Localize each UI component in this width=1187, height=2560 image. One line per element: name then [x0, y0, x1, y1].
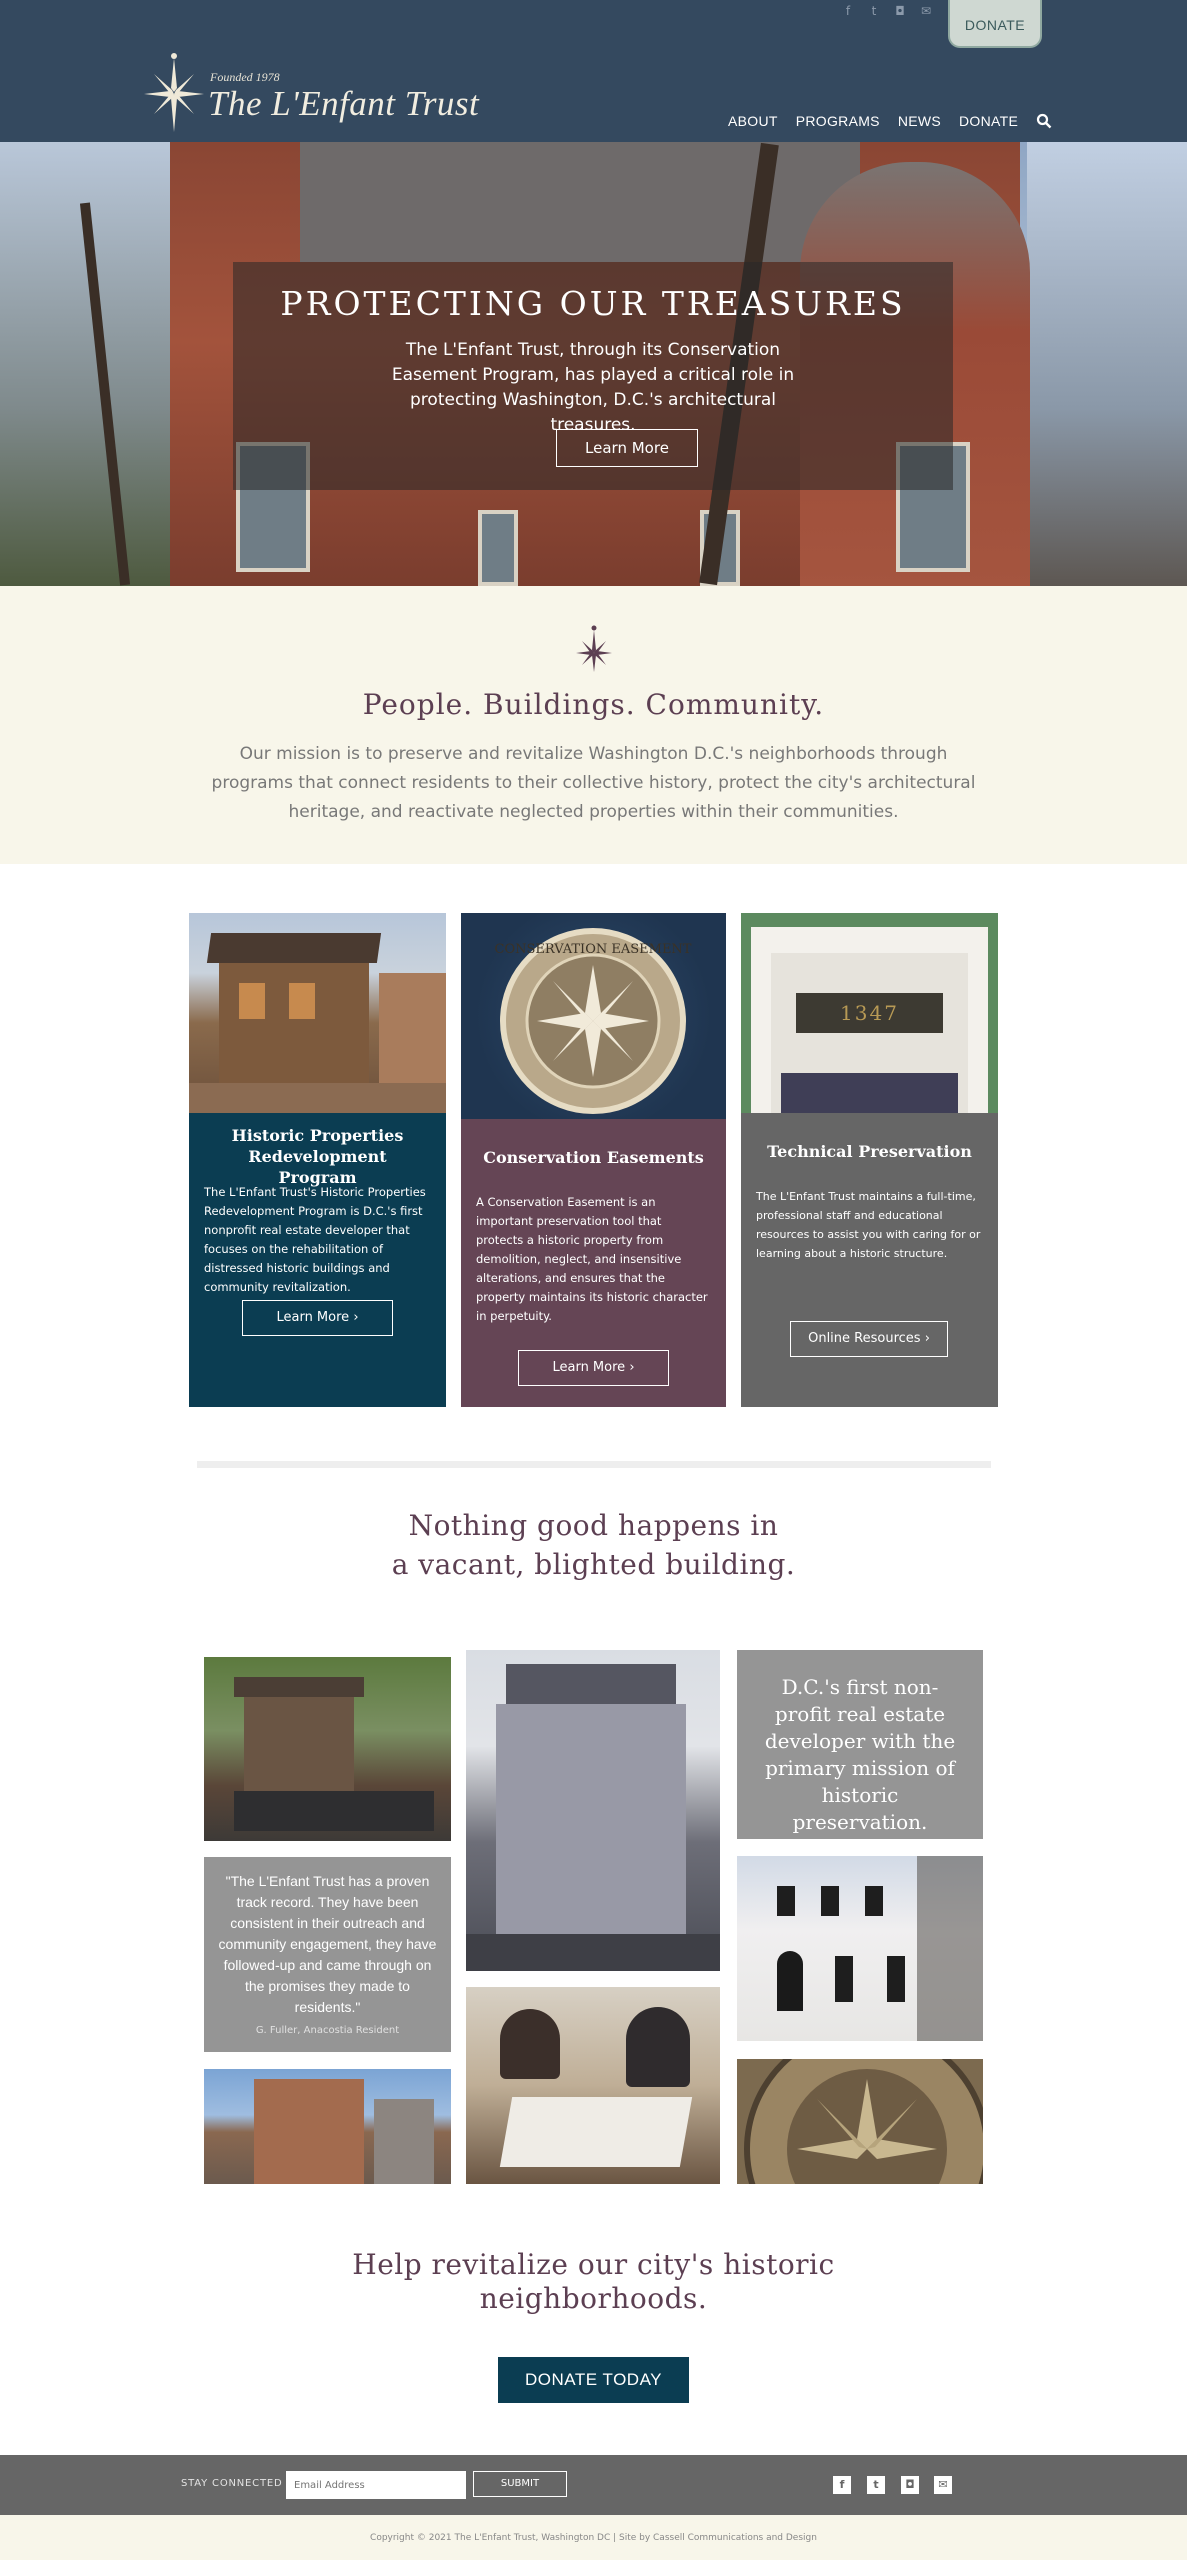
instagram-icon[interactable]: ◘ [901, 2476, 919, 2494]
card-online-resources-button[interactable] [790, 1321, 948, 1357]
chevron-right-icon: › [924, 1331, 930, 1346]
photo-victorian-building [466, 1650, 720, 1971]
email-input[interactable] [286, 2471, 466, 2499]
card-text: The L'Enfant Trust's Historic Properties Redevelopment Program is D.C.'s first nonprofit real estate developer that focuses on the rehabilitation of distressed historic buildings and community revitalization. [204, 1185, 426, 1294]
nav-item-donate[interactable]: DONATE [959, 113, 1019, 129]
card-title: Technical Preservation [767, 1142, 972, 1161]
copyright-bar [0, 2515, 1187, 2560]
card-photo-easement-medallion [461, 913, 726, 1119]
card-learn-more-button[interactable] [242, 1300, 393, 1336]
card-title: Historic Properties Redevelopment Program [231, 1126, 404, 1187]
help-line: Help revitalize our city's historic [352, 2248, 835, 2281]
nav-item-about[interactable]: ABOUT [728, 113, 778, 129]
dc-first-developer-box [737, 1650, 983, 1839]
mission-title: People. Buildings. Community. [362, 688, 825, 721]
help-revitalize-heading [0, 2248, 1187, 2316]
logo-name-text: The L'Enfant Trust [208, 84, 480, 123]
card-body [189, 1113, 446, 1407]
medallion-closeup-icon [737, 2059, 983, 2184]
button-label: Online Resources [808, 1331, 921, 1346]
instagram-icon[interactable]: ◘ [895, 4, 905, 18]
card-body [461, 1119, 726, 1407]
testimonial-quote [204, 1857, 451, 2052]
card-photo-doorway [741, 913, 998, 1113]
header-donate-tab[interactable]: DONATE [948, 0, 1042, 48]
hero-photo-right-trees [1027, 142, 1187, 586]
program-card-technical-preservation [741, 913, 998, 1407]
card-title: Conservation Easements [483, 1148, 704, 1167]
hero-photo-window [478, 510, 518, 586]
mission-section [0, 586, 1187, 864]
submit-button[interactable]: SUBMIT [473, 2471, 567, 2497]
quote-text: "The L'Enfant Trust has a proven track record. They have been consistent in their outreach and community engagement, they have followed-up and came through on the promises they made to residents." [218, 1873, 437, 2015]
photo-white-rowhouse [737, 1856, 983, 2041]
nav-item-programs[interactable]: PROGRAMS [795, 113, 880, 129]
dc-first-developer-text: D.C.'s first non-profit real estate developer with the primary mission of historic preservation. [764, 1675, 956, 1834]
photo-city-street [204, 2069, 451, 2184]
card-text: A Conservation Easement is an important preservation tool that protects a historic property from demolition, neglect, and insensitive alterations, and ensures that the property maintains its historic character in perpetuity. [476, 1195, 708, 1323]
facebook-icon[interactable]: f [845, 4, 851, 18]
hero-title: PROTECTING OUR TREASURES [280, 284, 906, 323]
hero-overlay [233, 262, 953, 490]
button-label: Learn More [276, 1310, 350, 1325]
nav-item-news[interactable]: NEWS [897, 113, 942, 129]
card-text: The L'Enfant Trust maintains a full-time, professional staff and educational resources to assist you with caring for or learning about a historic structure. [756, 1190, 981, 1260]
chevron-right-icon: › [353, 1310, 359, 1325]
tagline-line: Nothing good happens in [408, 1509, 779, 1542]
mail-icon[interactable]: ✉ [934, 2476, 952, 2494]
chevron-right-icon: › [629, 1360, 635, 1375]
twitter-icon[interactable]: t [871, 4, 877, 18]
hero-learn-more-button[interactable]: Learn More [556, 429, 698, 467]
program-card-conservation-easements [461, 913, 726, 1407]
tagline-line: a vacant, blighted building. [391, 1548, 796, 1581]
card-photo-historic-house [189, 913, 446, 1113]
quote-attribution: G. Fuller, Anacostia Resident [255, 2025, 400, 2036]
mail-icon[interactable]: ✉ [920, 4, 932, 18]
mission-text: Our mission is to preserve and revitalize Washington D.C.'s neighborhoods through programs that connect residents to their collective history, protect the city's architectural heritage, and reactivate neglected properties within their communities. [211, 744, 976, 822]
twitter-icon[interactable]: t [867, 2476, 885, 2494]
hero-banner [0, 142, 1187, 586]
facebook-icon[interactable]: f [833, 2476, 851, 2494]
photo-planning-meeting [466, 1987, 720, 2184]
vacant-building-tagline [0, 1506, 1187, 1584]
logo-founded-text: Founded 1978 [210, 70, 280, 84]
copyright-text: Copyright © 2021 The L'Enfant Trust, Washington DC | Site by Cassell Communications and Design [370, 2533, 817, 2543]
card-body [741, 1113, 998, 1407]
site-header [0, 0, 1187, 142]
hero-text: The L'Enfant Trust, through its Conservation Easement Program, has played a critical role in protecting Washington, D.C.'s architectural treasures. [391, 340, 795, 435]
main-nav [728, 113, 1052, 129]
site-footer [0, 2455, 1187, 2515]
compass-star-logo-icon [142, 48, 206, 136]
medallion-inscription: CONSERVATION EASEMENT [494, 942, 692, 957]
photo-tour-group [204, 1657, 451, 1841]
button-label: Learn More [552, 1360, 626, 1375]
section-divider [197, 1461, 991, 1468]
compass-star-icon [574, 624, 614, 672]
medallion-icon [461, 913, 726, 1119]
site-logo[interactable] [142, 48, 522, 138]
header-social-links [840, 4, 934, 18]
photo-medallion-closeup [737, 2059, 983, 2184]
help-line: neighborhoods. [479, 2282, 708, 2315]
stay-connected-label: STAY CONNECTED [181, 2478, 283, 2489]
search-icon[interactable] [1036, 113, 1052, 129]
donate-today-button[interactable]: DONATE TODAY [498, 2357, 689, 2403]
program-card-historic-properties [189, 913, 446, 1407]
house-number: 1347 [796, 993, 943, 1033]
card-learn-more-button[interactable] [518, 1350, 669, 1386]
